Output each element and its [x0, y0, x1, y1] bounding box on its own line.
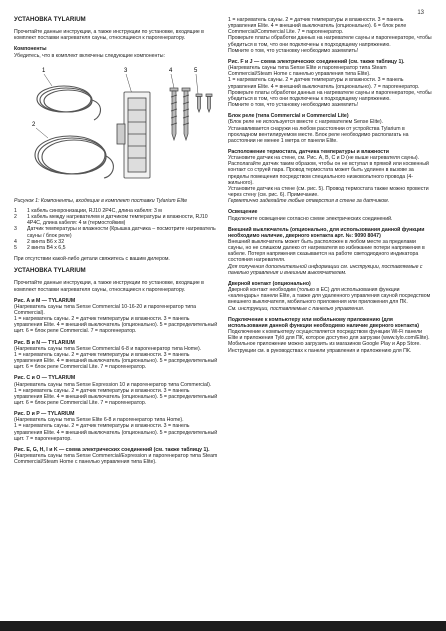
fig-eghik-text: (Нагреватель сауны типа Sense Commercial/Expression и парогенератор типа Steam Commercial/Steam Home с панелью управления типа Elite). — [14, 453, 218, 466]
screw-b6 — [170, 88, 178, 140]
section-title-install: УСТАНОВКА TYLARIUM — [14, 16, 86, 23]
fig-c-text: (Нагреватель сауны типа Sense Expression 10 и парогенератор типа Commercial). 1 = нагреватель сауны. 2 = датчик температуры и влажности. 3 = панель управления Elite. 4 = внешний выключатель (опционально). 5 = распределительный щит. 6 = блок реле Commercial Lite. 7 = парогенератор. — [14, 381, 218, 406]
right-column — [228, 17, 432, 359]
relay-text: Устанавливается снаружи на любом расстоянии от устройства Tylarium в прохладном вентилируемом месте. Блок реле необходимо располагать на расстоянии не менее 1 метра от панели Elite. — [228, 125, 409, 144]
sync-cable-coil — [37, 86, 101, 120]
external-switch-text: Внешний выключатель может быть расположен в любом месте за пределами сауны, но не слишком далеко от нагревателя во избежание потери напряжения в кабеле. Потеря напряжения сказывается на работе светодиодного индикатора состояния нагревателя. — [228, 239, 425, 264]
door-contact-heading: Дверной контакт (опционально) — [228, 280, 311, 287]
screw-b6 — [182, 88, 190, 140]
list-item: 1 1 кабель синхронизации, RJ10 2P4C, длина кабеля: 3 м — [14, 207, 162, 214]
fig-fj-text: (Нагреватель сауны типа Sense Elite и парогенератор типа Steam Commercial/Steam Home с панелью управления типа Elite). 1 = нагреватель сауны. 2 = датчик температуры и влажности. 3 = панель управления Elite. 4 = внешний выключатель (опционально). 7 = парогенератор. — [228, 65, 420, 90]
page-number: 13 — [417, 10, 424, 16]
components-illustration — [14, 64, 218, 194]
fig-d-text: (Нагреватель сауны типа Sense Elite 6-8 и парогенератор типа Home). 1 = нагреватель сауны. 2 = датчик температуры и влажности. 3 = панель управления Elite. 4 = внешний выключатель (опционально). 5 = распределительный щит. 7 = парогенератор. — [14, 417, 218, 442]
components-figure — [14, 64, 218, 194]
fig-b-heading: Рис. B и N — TYLARIUM — [14, 339, 75, 346]
check-voltage-note: Проверьте платы обработки данных на нагревателе сауны и парогенераторе, чтобы убедиться в том, что они подключены к подходящему напряжению. — [228, 35, 432, 48]
screw-b4 — [206, 94, 212, 112]
figure-label-2: 2 — [32, 121, 36, 128]
screw-b4 — [196, 94, 202, 112]
figure-label-3: 3 — [124, 67, 128, 74]
door-contact-text: Дверной контакт необходим (только в ЕС) для использования функции «календарь» панели Elite, а также для удаленного управления сауной посредством внешнего выключателя, мобильного приложения или приложения для ПК. — [228, 287, 431, 306]
footer-bar — [0, 621, 446, 631]
grounding-note: Помните о том, что установку необходимо заземлить! — [228, 47, 359, 54]
legend-continued: 1 = нагреватель сауны. 2 = датчик температуры и влажности. 3 = панель управления Elite. 4 = внешний выключатель (опционально). 6 = блок реле Commercial/Commercial Lite. 7 = парогенератор. — [228, 17, 407, 36]
components-intro: Убедитесь, что в комплект включены следующие компоненты: — [14, 52, 165, 59]
figure-label-4: 4 — [169, 67, 173, 74]
components-list — [14, 208, 218, 251]
sensor-heading: Расположение термостата, датчика температуры и влажности — [228, 148, 389, 155]
sensor-text-1: Установите датчик на стене, см. Рис. A, B, C и D (не выше нагревателя сауны). — [228, 155, 420, 162]
external-switch-heading: Внешний выключатель (опционально, для использования данной функции необходимо наличие, дверного контакта арт. №: 9090 8047) — [228, 226, 425, 239]
list-item: 4 2 винта B6 x 32 — [14, 238, 65, 245]
missing-parts-note: При отсутствии какой-либо детали свяжитесь с вашим дилером. — [14, 256, 170, 263]
section-title-install-2: УСТАНОВКА TYLARIUM — [14, 267, 86, 275]
sensor-text-3: Установите датчик на стене (см. рис. 5). Провод термостата также можно провести через стену (см. рис. 6). Примечание. — [228, 185, 429, 199]
figure-label-5: 5 — [194, 67, 198, 74]
left-column — [14, 17, 218, 470]
list-item: 3 Датчик температуры и влажности (Крышка датчика – посмотрите нагреватель сауны / блок реле) — [14, 226, 216, 239]
fig-d-heading: Рис. D и P — TYLARIUM — [14, 411, 75, 418]
lighting-heading: Освещение — [228, 209, 258, 216]
fig-a-heading: Рис. A и M — TYLARIUM — [14, 297, 76, 304]
app-connection-heading: Подключение к компьютеру или мобильному приложению (для использования данной функции необходимо наличие дверного контакта) — [228, 316, 419, 329]
app-connection-text: Подключение к компьютеру осуществляется посредством функции Wi-Fi панели Elite и приложения Tylö для ПК, которое доступно для загрузки (www.tylo.com/Elite). Мобильное приложение можно загрузить из магазинов Google Play и App Store. Инструкции см. в руководствах к панели управления и приложению для ПК. — [228, 329, 430, 354]
list-item: 5 2 винта B4 x 6,5 — [14, 244, 66, 251]
grounding-note-2: Помните о том, что установку необходимо заземлить! — [228, 102, 359, 109]
list-item: 2 1 кабель между нагревателем и датчиком температуры и влажности, RJ10 4P4C, длина кабеля: 4 м (термостойким) — [14, 214, 208, 227]
fig-fj-heading: Рис. F и J — схема электрических соединений (см. также таблицу 1). — [228, 58, 405, 65]
intro-paragraph: Прочитайте данные инструкции, а также инструкции по установке, входящие в комплект поставки нагревателя сауны, относящиеся к парогенератору. — [14, 29, 204, 42]
relay-heading: Блок реле (типа Commercial и Commercial Lite) — [228, 113, 349, 120]
figure-caption: Рисунок 1: Компоненты, входящие в комплект поставки Tylarium Elite — [14, 197, 188, 204]
relay-sub: (Блок реле не используется вместе с нагревателем Sense Elite). — [228, 119, 384, 126]
figure-label-1: 1 — [42, 67, 46, 74]
sensor-housing — [117, 92, 150, 178]
fig-b-text: (Нагреватель сауны типа Sense Commercial 6-8 и парогенератор типа Home). 1 = нагреватель сауны. 2 = датчик температуры и влажности. 3 = панель управления Elite. 4 = внешний выключатель (опционально). 5 = распределительный щит. 6 = блок реле Commercial Lite. 7 = парогенератор. — [14, 345, 218, 371]
components-heading: Компоненты — [14, 46, 47, 53]
sensor-note: Герметично заделайте любые отверстия в стене за датчиком. — [228, 198, 390, 205]
door-contact-note: См. инструкции, поставляемые с панелью управления. — [228, 305, 365, 312]
fig-eghik-heading: Рис. E, G, H, I и K — схема электрических соединений (см. также таблицу 1). — [14, 446, 210, 453]
install-intro: Прочитайте данные инструкции, а также инструкции по установке, входящие в комплект поставки нагревателя сауны, относящиеся к парогенератору. — [14, 280, 204, 293]
external-switch-note: Для получения дополнительной информации см. инструкции, поставляемые с панелью управления и внешним выключателем. — [228, 263, 423, 276]
fig-a-text: (Нагреватель сауны типа Sense Commercial 10-16-20 и парогенератор типа Commercial). 1 = нагреватель сауны. 2 = датчик температуры и влажности. 3 = панель управления Elite. 4 = внешний выключатель (опционально). 5 = распределительный щит. 6 = блок реле Commercial. 7 = парогенератор. — [14, 303, 218, 335]
sensor-cable-coil — [35, 136, 113, 178]
sensor-text-2: Располагайте датчик таким образом, чтобы он не вступал в прямой или косвенный контакт со струей пара. Провод термостата может быть удлинен в вызове за пределы помещения посредством специального низковольтного провода (4-жильного). — [228, 161, 429, 186]
lighting-text: Подключите освещение согласно схеме электрических соединений. — [228, 215, 393, 222]
check-voltage-note-2: Проверьте платы обработки данных на нагревателе сауны и парогенераторе, чтобы убедиться в том, что они подключены к подходящему напряжению. — [228, 89, 432, 102]
fig-c-heading: Рис. C и O — TYLARIUM — [14, 375, 76, 382]
